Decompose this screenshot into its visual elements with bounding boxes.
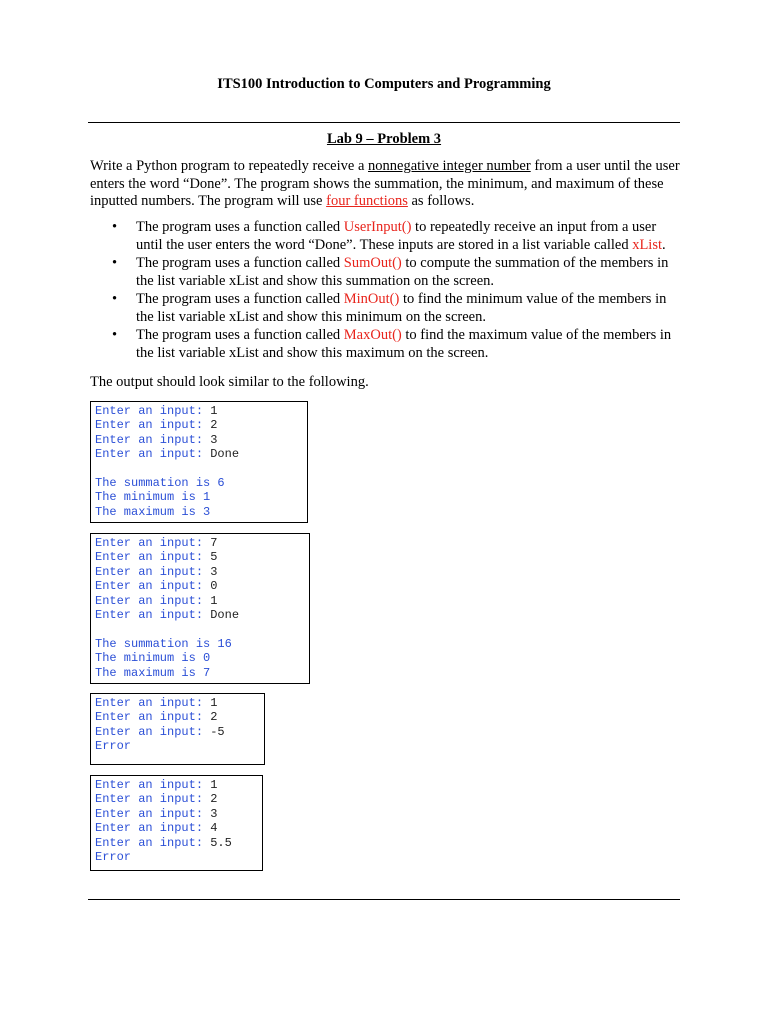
- top-divider: [88, 122, 680, 123]
- bullet-item-minout: • The program uses a function called MinOut() to find the minimum value of the members in the list variable xList and show this minimum on the screen.: [112, 291, 667, 325]
- console-prompt: Enter an input:: [95, 792, 211, 807]
- console-line: [95, 462, 307, 476]
- console-prompt: Enter an input:: [95, 432, 211, 447]
- bullet-item-sumout: • The program uses a function called SumOut() to compute the summation of the members in the list variable xList and show this summation on the screen.: [112, 255, 669, 289]
- console-line: [95, 418, 307, 432]
- function-name-sumout: SumOut(): [343, 255, 402, 271]
- console-prompt: Enter an input:: [95, 607, 211, 622]
- console-input-value: 3: [210, 564, 218, 579]
- document-header-title: ITS100 Introduction to Computers and Programming: [217, 76, 551, 92]
- four-functions-phrase: four functions: [326, 193, 408, 209]
- function-name-userinput: UserInput(): [343, 219, 412, 235]
- console-line: [95, 778, 262, 792]
- console-input-value: 2: [210, 418, 218, 433]
- console-input-value: 1: [210, 778, 218, 792]
- console-prompt: Error: [95, 739, 132, 754]
- console-input-value: 3: [210, 432, 218, 447]
- function-name-minout: MinOut(): [343, 291, 400, 307]
- console-prompt: Enter an input:: [95, 724, 211, 739]
- console-prompt: Enter an input:: [95, 821, 211, 836]
- bullet-icon: •: [112, 291, 118, 307]
- console-prompt: Enter an input:: [95, 418, 211, 433]
- console-line: [95, 608, 309, 622]
- intro-paragraph: Write a Python program to repeatedly receive a nonnegative integer number from a user until the user enters the word “Done”. The program shows the summation, the minimum, and maximum of these inputted numbers. The program will use four functions as follows.: [90, 158, 680, 209]
- console-input-value: -5: [210, 724, 225, 739]
- console-output-3: [90, 693, 265, 765]
- console-input-value: 1: [210, 404, 218, 418]
- output-note: The output should look similar to the following.: [90, 374, 369, 390]
- console-prompt: The summation is 6: [95, 475, 225, 490]
- console-line: [95, 807, 262, 821]
- console-line: [95, 536, 309, 550]
- console-input-value: 3: [210, 806, 218, 821]
- function-name-maxout: MaxOut(): [343, 327, 402, 343]
- bottom-divider: [88, 899, 680, 900]
- console-line: [95, 821, 262, 835]
- console-prompt: Enter an input:: [95, 806, 211, 821]
- console-line: [95, 637, 309, 651]
- console-prompt: The minimum is 1: [95, 490, 211, 505]
- console-line: [95, 447, 307, 461]
- console-prompt: Enter an input:: [95, 593, 211, 608]
- console-prompt: Enter an input:: [95, 696, 211, 710]
- console-line: [95, 594, 309, 608]
- console-line: [95, 505, 307, 519]
- console-line: [95, 725, 264, 739]
- console-line: [95, 651, 309, 665]
- console-line: [95, 666, 309, 680]
- console-input-value: 1: [210, 593, 218, 608]
- console-line: [95, 579, 309, 593]
- console-output-4: [90, 775, 263, 871]
- console-line: [95, 739, 264, 753]
- console-line: [95, 792, 262, 806]
- console-line: [95, 622, 309, 636]
- console-prompt: Enter an input:: [95, 564, 211, 579]
- bullet-icon: •: [112, 255, 118, 271]
- console-line: [95, 850, 262, 864]
- console-prompt: The summation is 16: [95, 636, 232, 651]
- console-line: [95, 565, 309, 579]
- function-bullet-list: [112, 219, 684, 363]
- console-input-value: 2: [210, 792, 218, 807]
- console-input-value: 1: [210, 696, 218, 710]
- console-prompt: Enter an input:: [95, 536, 211, 550]
- console-prompt: Error: [95, 849, 132, 864]
- console-input-value: 2: [210, 710, 218, 725]
- console-prompt: The maximum is 7: [95, 665, 211, 680]
- console-input-value: 4: [210, 821, 218, 836]
- console-line: [95, 490, 307, 504]
- nonnegative-integer-phrase: nonnegative integer number: [368, 158, 531, 174]
- console-line: [95, 404, 307, 418]
- console-input-value: 5.5: [210, 835, 232, 850]
- console-input-value: Done: [210, 607, 240, 622]
- bullet-item-maxout: • The program uses a function called MaxOut() to find the maximum value of the members in the list variable xList and show this maximum on the screen.: [112, 327, 672, 361]
- console-input-value: 5: [210, 550, 218, 565]
- console-prompt: The minimum is 0: [95, 651, 211, 666]
- console-prompt: Enter an input:: [95, 778, 211, 792]
- console-line: [95, 710, 264, 724]
- bullet-icon: •: [112, 219, 118, 235]
- console-line: [95, 433, 307, 447]
- console-line: [95, 476, 307, 490]
- console-prompt: Enter an input:: [95, 404, 211, 418]
- bullet-icon: •: [112, 327, 118, 343]
- console-prompt: Enter an input:: [95, 835, 211, 850]
- lab-title: Lab 9 – Problem 3: [326, 131, 442, 147]
- bullet-item-userinput: • The program uses a function called UserInput() to repeatedly receive an input from a user until the user enters the word “Done”. These inputs are stored in a list variable called xList.: [112, 219, 666, 253]
- console-prompt: The maximum is 3: [95, 504, 211, 519]
- console-input-value: Done: [210, 447, 240, 462]
- console-input-value: 7: [210, 536, 218, 550]
- console-input-value: 0: [210, 579, 218, 594]
- console-prompt: Enter an input:: [95, 710, 211, 725]
- console-line: [95, 696, 264, 710]
- console-prompt: Enter an input:: [95, 550, 211, 565]
- console-line: [95, 836, 262, 850]
- variable-name-xlist: xList: [632, 236, 663, 253]
- console-prompt: Enter an input:: [95, 447, 211, 462]
- console-line: [95, 550, 309, 564]
- console-output-2: [90, 533, 310, 684]
- console-prompt: Enter an input:: [95, 579, 211, 594]
- console-output-1: [90, 401, 308, 523]
